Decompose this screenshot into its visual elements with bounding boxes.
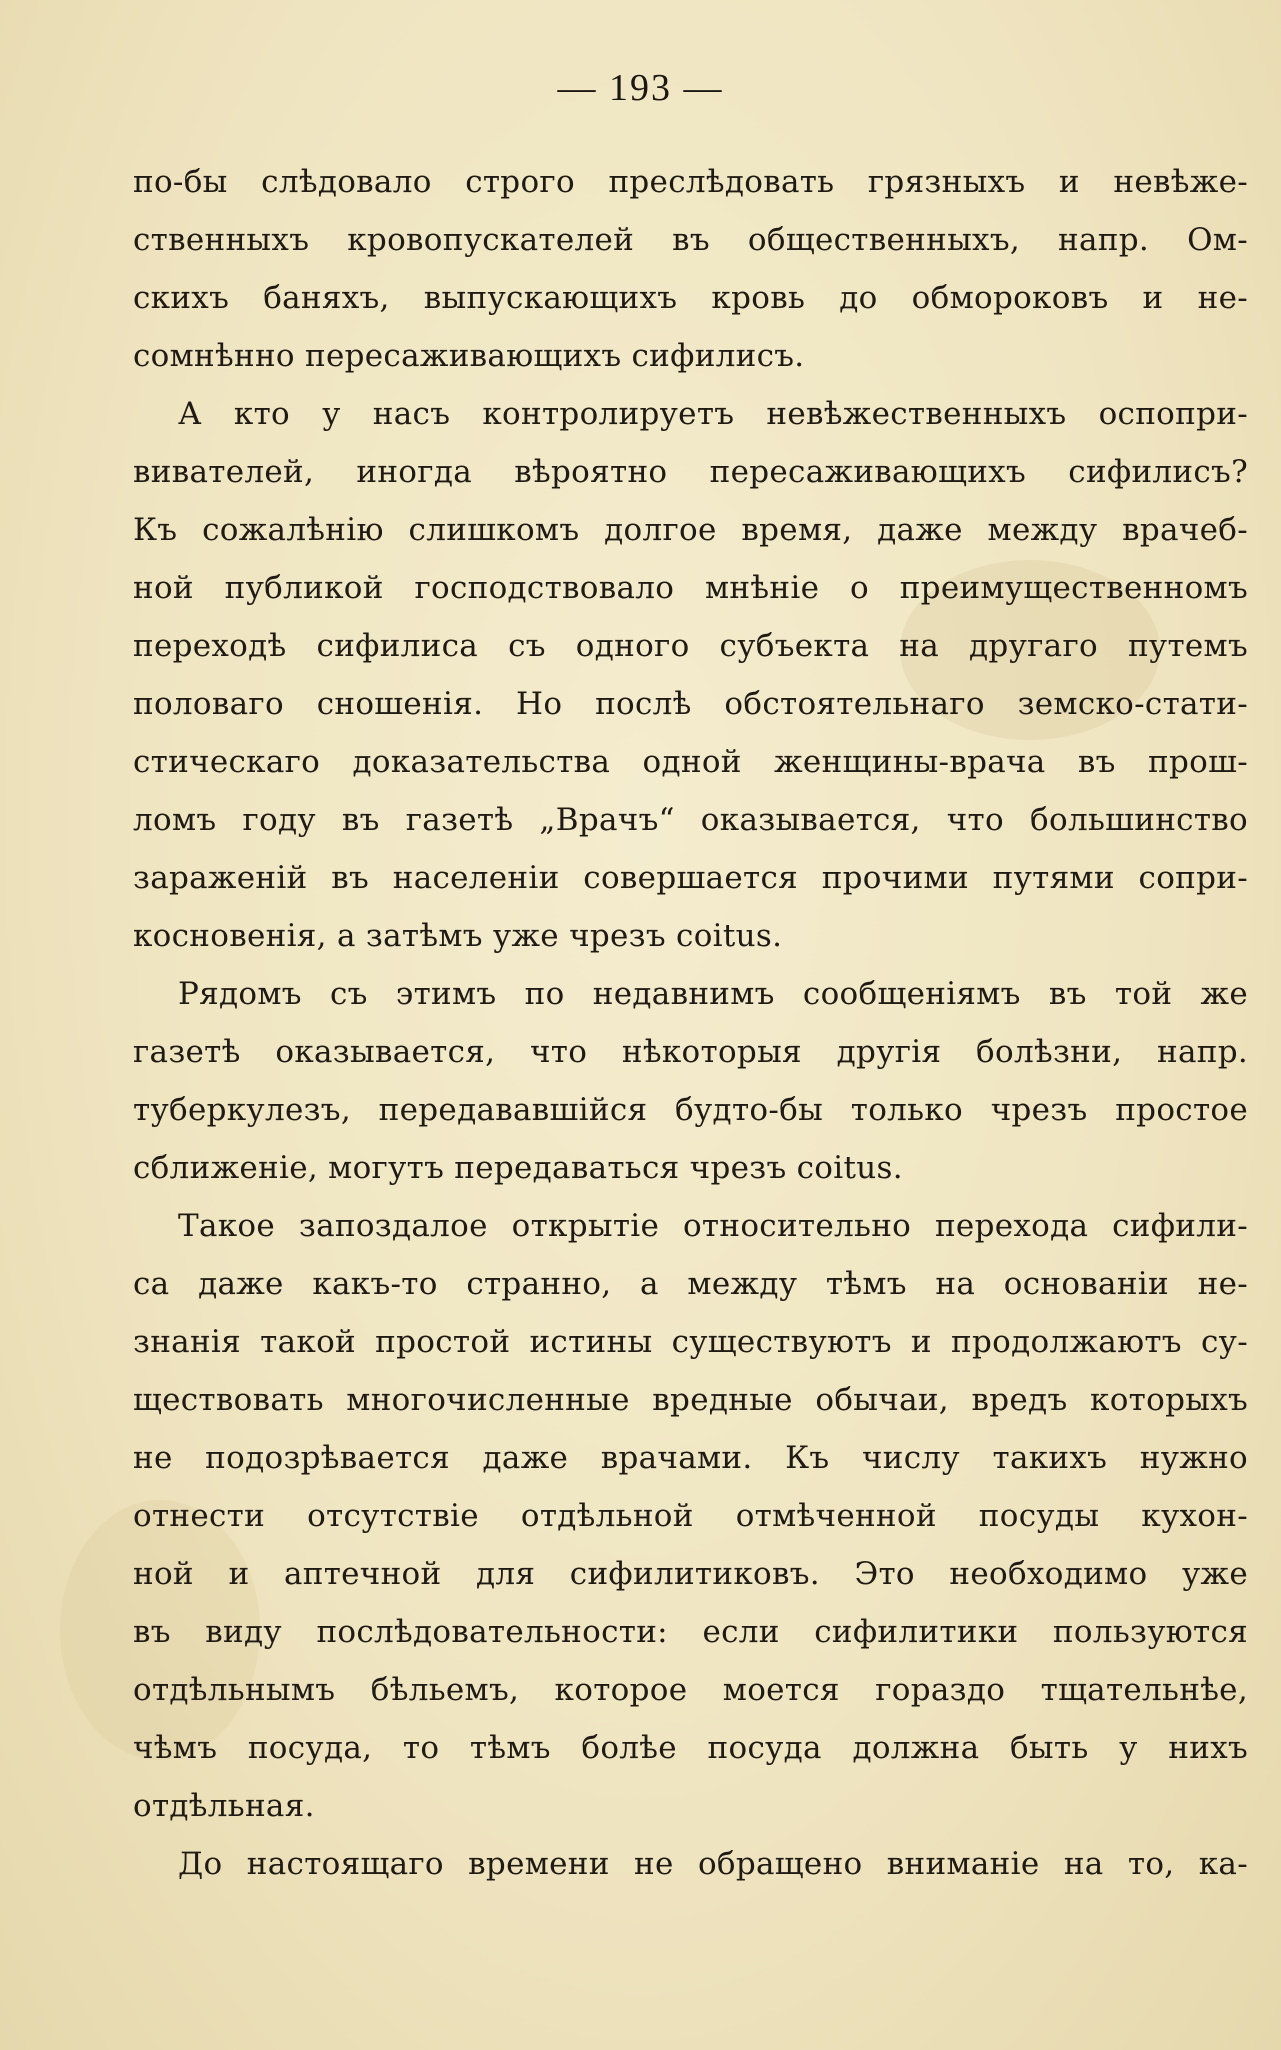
text-line: стическаго доказательства одной женщины-врача въ прош- bbox=[133, 744, 1248, 780]
text-line: ственныхъ кровопускателей въ общественныхъ, напр. Ом- bbox=[133, 222, 1248, 258]
text-line: До настоящаго времени не обращено вниманіе на то, ка- bbox=[178, 1846, 1248, 1882]
paragraph bbox=[133, 965, 1248, 1197]
text-line: сближеніе, могутъ передаваться чрезъ coitus. bbox=[133, 1150, 903, 1186]
text-line: отдѣльнымъ бѣльемъ, которое моется гораздо тщательнѣе, bbox=[133, 1672, 1248, 1708]
text-line: переходѣ сифилиса съ одного субъекта на другаго путемъ bbox=[133, 628, 1248, 664]
text-line: А кто у насъ контролируетъ невѣжественныхъ оспопри- bbox=[178, 396, 1248, 432]
text-line: Рядомъ съ этимъ по недавнимъ сообщеніямъ въ той же bbox=[178, 976, 1248, 1012]
text-line: ной публикой господствовало мнѣніе о преимущественномъ bbox=[133, 570, 1248, 606]
paragraph bbox=[133, 385, 1248, 965]
text-line: туберкулезъ, передававшійся будто-бы только чрезъ простое bbox=[133, 1092, 1248, 1128]
text-line: са даже какъ-то странно, а между тѣмъ на основаніи не- bbox=[133, 1266, 1248, 1302]
paragraph bbox=[133, 1835, 1248, 1893]
text-line: чѣмъ посуда, то тѣмъ болѣе посуда должна быть у нихъ bbox=[133, 1730, 1248, 1766]
text-line: ществовать многочисленные вредные обычаи, вредъ которыхъ bbox=[133, 1382, 1248, 1418]
text-line: Такое запоздалое открытіе относительно перехода сифили- bbox=[178, 1208, 1248, 1244]
paragraph bbox=[133, 153, 1248, 385]
text-line: отдѣльная. bbox=[133, 1788, 315, 1824]
text-line: отнести отсутствіе отдѣльной отмѣченной посуды кухон- bbox=[133, 1498, 1248, 1534]
text-line: скихъ баняхъ, выпускающихъ кровь до обмороковъ и не- bbox=[133, 280, 1248, 316]
text-line: знанія такой простой истины существуютъ и продолжаютъ су- bbox=[133, 1324, 1248, 1360]
text-line: вивателей, иногда вѣроятно пересаживающихъ сифилисъ? bbox=[133, 454, 1248, 490]
text-line: по-бы слѣдовало строго преслѣдовать грязныхъ и невѣже- bbox=[133, 164, 1248, 200]
paragraph bbox=[133, 1197, 1248, 1835]
text-line: Къ сожалѣнію слишкомъ долгое время, даже между врачеб- bbox=[133, 512, 1248, 548]
text-line: зараженій въ населеніи совершается прочими путями сопри- bbox=[133, 860, 1248, 896]
text-line: половаго сношенія. Но послѣ обстоятельнаго земско-стати- bbox=[133, 686, 1248, 722]
text-line: ной и аптечной для сифилитиковъ. Это необходимо уже bbox=[133, 1556, 1248, 1592]
text-line: косновенія, а затѣмъ уже чрезъ coitus. bbox=[133, 918, 783, 954]
page-number: — 193 — bbox=[557, 67, 724, 109]
text-line: газетѣ оказывается, что нѣкоторыя другія болѣзни, напр. bbox=[133, 1034, 1248, 1070]
text-line: ломъ году въ газетѣ „Врачъ“ оказывается, что большинство bbox=[133, 802, 1248, 838]
body-text bbox=[133, 153, 1248, 1893]
text-line: не подозрѣвается даже врачами. Къ числу такихъ нужно bbox=[133, 1440, 1248, 1476]
text-line: въ виду послѣдовательности: если сифилитики пользуются bbox=[133, 1614, 1248, 1650]
text-line: сомнѣнно пересаживающихъ сифилисъ. bbox=[133, 338, 805, 374]
